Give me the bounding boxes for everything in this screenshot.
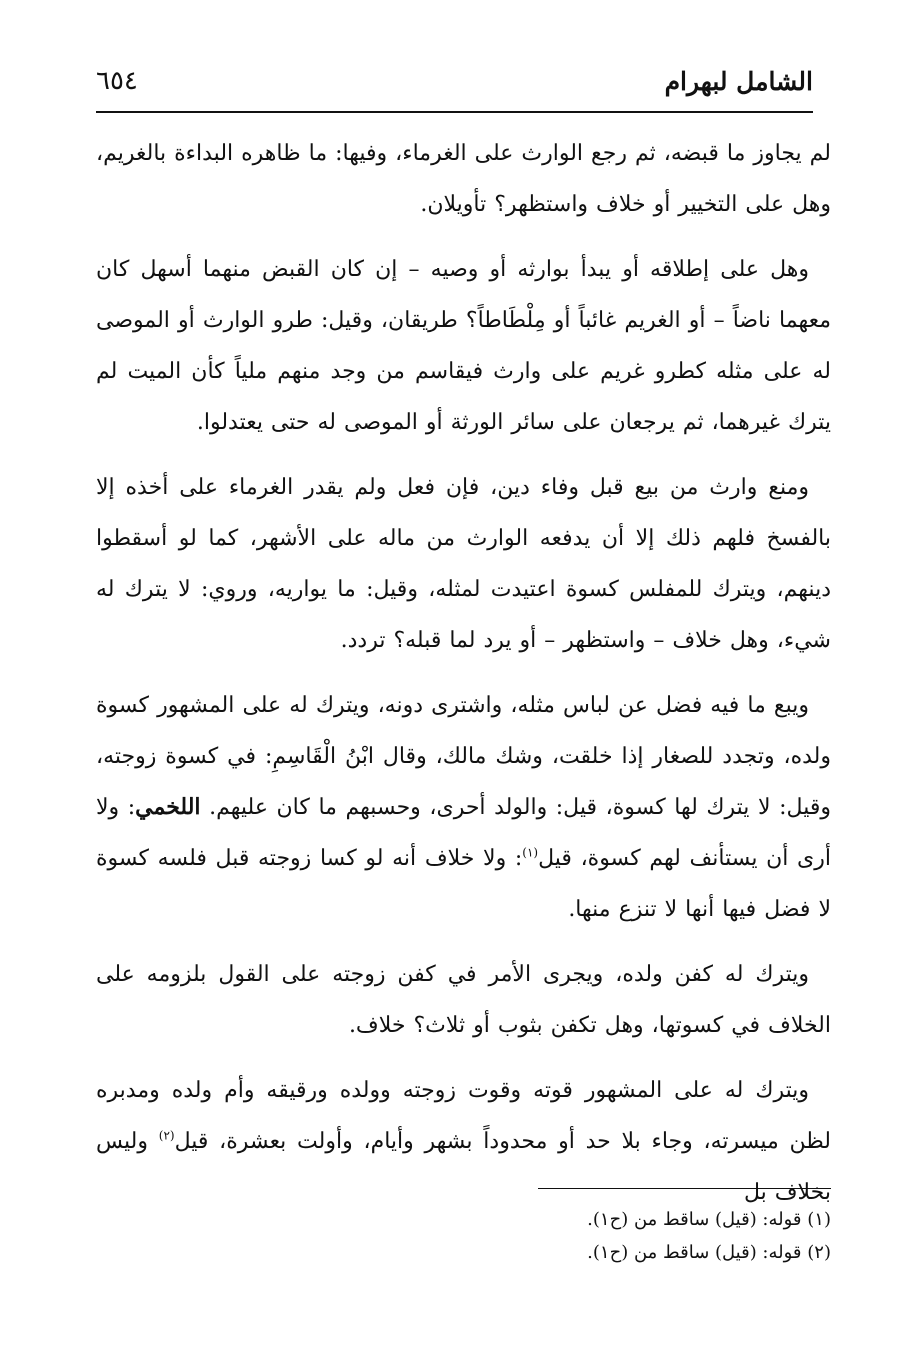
footnote-divider [538, 1188, 831, 1189]
paragraph-4-text-after: : ولا خلاف أنه لو كسا زوجته قبل فلسه كسوة لا فضل فيها أنها لا تنزع منها. [96, 846, 831, 922]
running-header [96, 60, 813, 102]
page-number: ٦٥٤ [96, 66, 138, 96]
footnotes [96, 1203, 831, 1269]
main-text [96, 128, 831, 1232]
paragraph-4 [96, 680, 831, 935]
paragraph-4-text-before: ويبع ما فيه فضل عن لباس مثله، واشترى دونه، ويترك له على المشهور كسوة ولده، وتجدد للصغار إذا خلقت، وشك مالك، وقال ابْنُ الْقَاسِمِ: في كسوة زوجته، وقيل: لا يترك لها كسوة، قيل: والولد أحرى، وحسبهم ما كان عليهم. [96, 693, 832, 820]
scholar-name-lakhmi: اللخمي [135, 794, 201, 820]
footnote-1: (١) قوله: (قيل) ساقط من (ح١). [587, 1209, 831, 1230]
footnote-ref-1: (١) [522, 845, 539, 860]
paragraph-6 [96, 1065, 831, 1218]
paragraph-5 [96, 949, 831, 1051]
header-divider [96, 111, 813, 113]
paragraph-2-text: وهل على إطلاقه أو يبدأ بوارثه أو وصيه – إن كان القبض منهما أسهل كان معهما ناضاً – أو الغريم غائباً أو مِلْطَاطاً؟ طريقان، وقيل: طرو الوارث أو الموصى له على مثله كطرو غريم على وارث فيقاسم من وجد منهم ملياً كأن الميت لم يترك غيرهما، ثم يرجعان على سائر الورثة أو الموصى له حتى يعتدلوا. [96, 257, 831, 435]
paragraph-6-text-after: وليس بخلاف بل [96, 1129, 831, 1205]
book-title: الشامل لبهرام [664, 66, 813, 96]
paragraph-3 [96, 462, 831, 666]
paragraph-4-text-middle: : ولا أرى أن يستأنف لهم كسوة، قيل [96, 795, 831, 871]
footnote-2: (٢) قوله: (قيل) ساقط من (ح١). [587, 1242, 831, 1263]
paragraph-1-text: لم يجاوز ما قبضه، ثم رجع الوارث على الغرماء، وفيها: ما ظاهره البداءة بالغريم، وهل على التخيير أو خلاف واستظهر؟ تأويلان. [96, 141, 831, 217]
paragraph-5-text: ويترك له كفن ولده، ويجرى الأمر في كفن زوجته على القول بلزومه على الخلاف في كسوتها، وهل تكفن بثوب أو ثلاث؟ خلاف. [96, 962, 831, 1038]
footnote-ref-2: (٢) [158, 1128, 175, 1143]
paragraph-2 [96, 244, 831, 448]
paragraph-1 [96, 128, 831, 230]
paragraph-3-text: ومنع وارث من بيع قبل وفاء دين، فإن فعل ولم يقدر الغرماء على أخذه إلا بالفسخ فلهم ذلك إلا أن يدفعه الوارث من ماله على الأشهر، كما لو أسقطوا دينهم، ويترك للمفلس كسوة اعتيدت لمثله، وقيل: ما يواريه، وروي: لا يترك له شيء، وهل خلاف – واستظهر – أو يرد لما قبله؟ تردد. [96, 475, 831, 653]
paragraph-6-text-before: ويترك له على المشهور قوته وقوت زوجته وولده ورقيقه وأم ولده ومدبره لظن ميسرته، وجاء بلا حد أو محدوداً بشهر وأيام، وأولت بعشرة، قيل [96, 1078, 831, 1154]
